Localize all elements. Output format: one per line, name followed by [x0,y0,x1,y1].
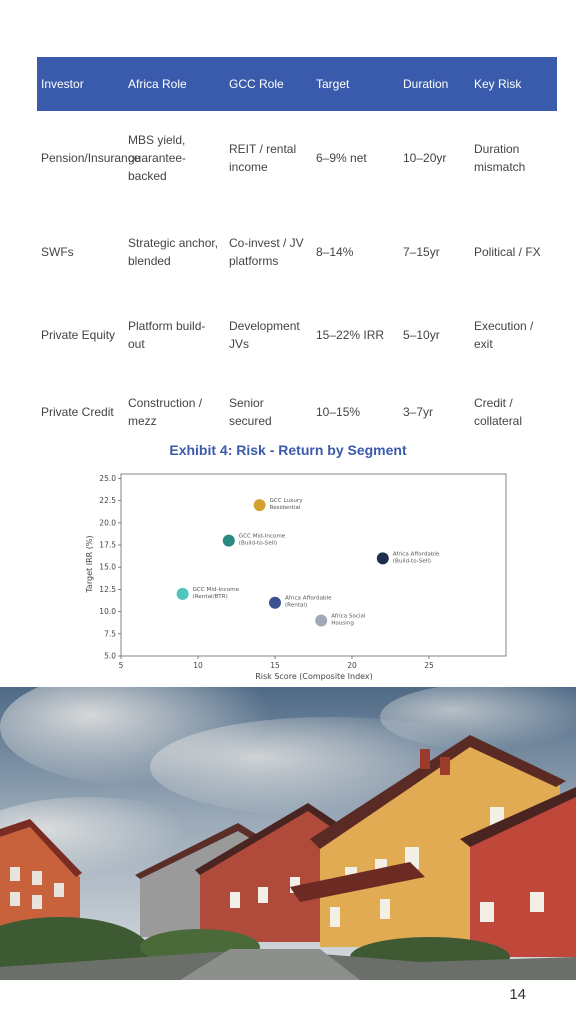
y-tick-label: 20.0 [99,518,116,528]
header-key-risk: Key Risk [470,57,557,111]
table-cell: 8–14% [316,245,354,259]
table-cell: MBS yield, guarantee-backed [128,133,187,183]
table-cell: REIT / rental income [229,142,297,174]
investor-table-container [37,57,557,453]
table-cell: Construction / mezz [128,396,203,428]
investor-table [37,57,557,453]
table-cell: Duration mismatch [474,142,526,174]
point-label-line: Africa Affordable [285,595,332,602]
table-cell: Senior secured [229,396,272,428]
header-gcc-role: GCC Role [225,57,312,111]
row-houses-illustration [0,687,576,980]
x-tick-label: 5 [118,661,124,670]
table-header-row [37,57,557,111]
scatter-point [254,499,266,511]
scatter-point-label [393,551,440,564]
point-label-line: Housing [331,620,354,627]
x-tick-label: 25 [424,661,434,670]
y-tick-label: 7.5 [104,629,116,639]
risk-return-scatter [78,468,518,686]
table-cell: 6–9% net [316,151,367,165]
point-label-line: Africa Affordable [392,551,440,558]
table-row [37,299,557,371]
table-cell: Co-invest / JV platforms [229,236,304,268]
table-cell: Private Equity [41,328,116,342]
exhibit-title: Exhibit 4: Risk - Return by Segment [169,442,407,458]
y-tick-label: 17.5 [99,540,116,550]
y-tick-label: 12.5 [99,584,116,594]
table-cell: 5–10yr [403,328,440,342]
point-label-line: GCC Luxury [269,498,303,505]
scatter-point-label [285,596,332,609]
table-cell: 10–15% [316,405,361,419]
point-label-line: GCC Mid-Income [238,533,286,540]
table-cell: 7–15yr [403,245,440,259]
page-number: 14 [509,986,526,1003]
table-cell: 3–7yr [403,405,434,419]
x-tick-label: 15 [270,661,280,670]
y-tick-label: 25.0 [99,473,116,483]
housing-photo [0,687,576,980]
scatter-point-label [331,613,366,626]
header-duration: Duration [399,57,470,111]
point-label-line: (Build-to-Sell) [238,540,278,547]
table-cell: 15–22% IRR [316,328,385,342]
x-axis-label: Risk Score (Composite Index) [255,672,373,681]
point-label-line: GCC Mid-Income [192,586,240,593]
table-cell: Strategic anchor, blended [128,236,219,268]
scatter-point [269,597,281,609]
table-row [37,205,557,299]
header-africa-role: Africa Role [124,57,225,111]
scatter-point [177,588,189,600]
scatter-point-label [270,498,304,511]
table-cell: Execution / exit [474,319,534,351]
point-label-line: (Rental/BTR) [192,593,228,600]
chart-points [177,498,440,626]
chart-axes [99,474,506,670]
table-cell: 10–20yr [403,151,447,165]
table-cell: Political / FX [474,245,541,259]
scatter-point [377,552,389,564]
table-row [37,111,557,205]
table-cell: SWFs [41,245,74,259]
point-label-line: Africa Social [331,613,366,620]
x-tick-label: 20 [347,661,357,670]
table-row [37,371,557,453]
y-tick-label: 22.5 [99,496,116,506]
point-label-line: (Rental) [285,602,308,609]
table-cell: Pension/Insurance [41,151,141,165]
y-tick-label: 15.0 [99,562,116,572]
table-cell: Platform build-out [128,319,206,351]
scatter-point-label [239,534,286,547]
plot-frame [121,474,506,656]
scatter-point-label [193,587,240,600]
risk-return-chart [78,468,518,686]
header-target: Target [312,57,399,111]
table-cell: Development JVs [229,319,300,351]
header-investor: Investor [37,57,124,111]
scatter-point [223,535,235,547]
point-label-line: Residential [269,505,301,512]
y-tick-label: 5.0 [104,651,116,661]
table-cell: Credit / collateral [474,396,523,428]
scatter-point [315,614,327,626]
point-label-line: (Build-to-Sell) [392,558,432,565]
y-axis-label: Target IRR (%) [85,535,94,593]
x-tick-label: 10 [193,661,203,670]
table-cell: Private Credit [41,405,114,419]
y-tick-label: 10.0 [99,607,116,617]
